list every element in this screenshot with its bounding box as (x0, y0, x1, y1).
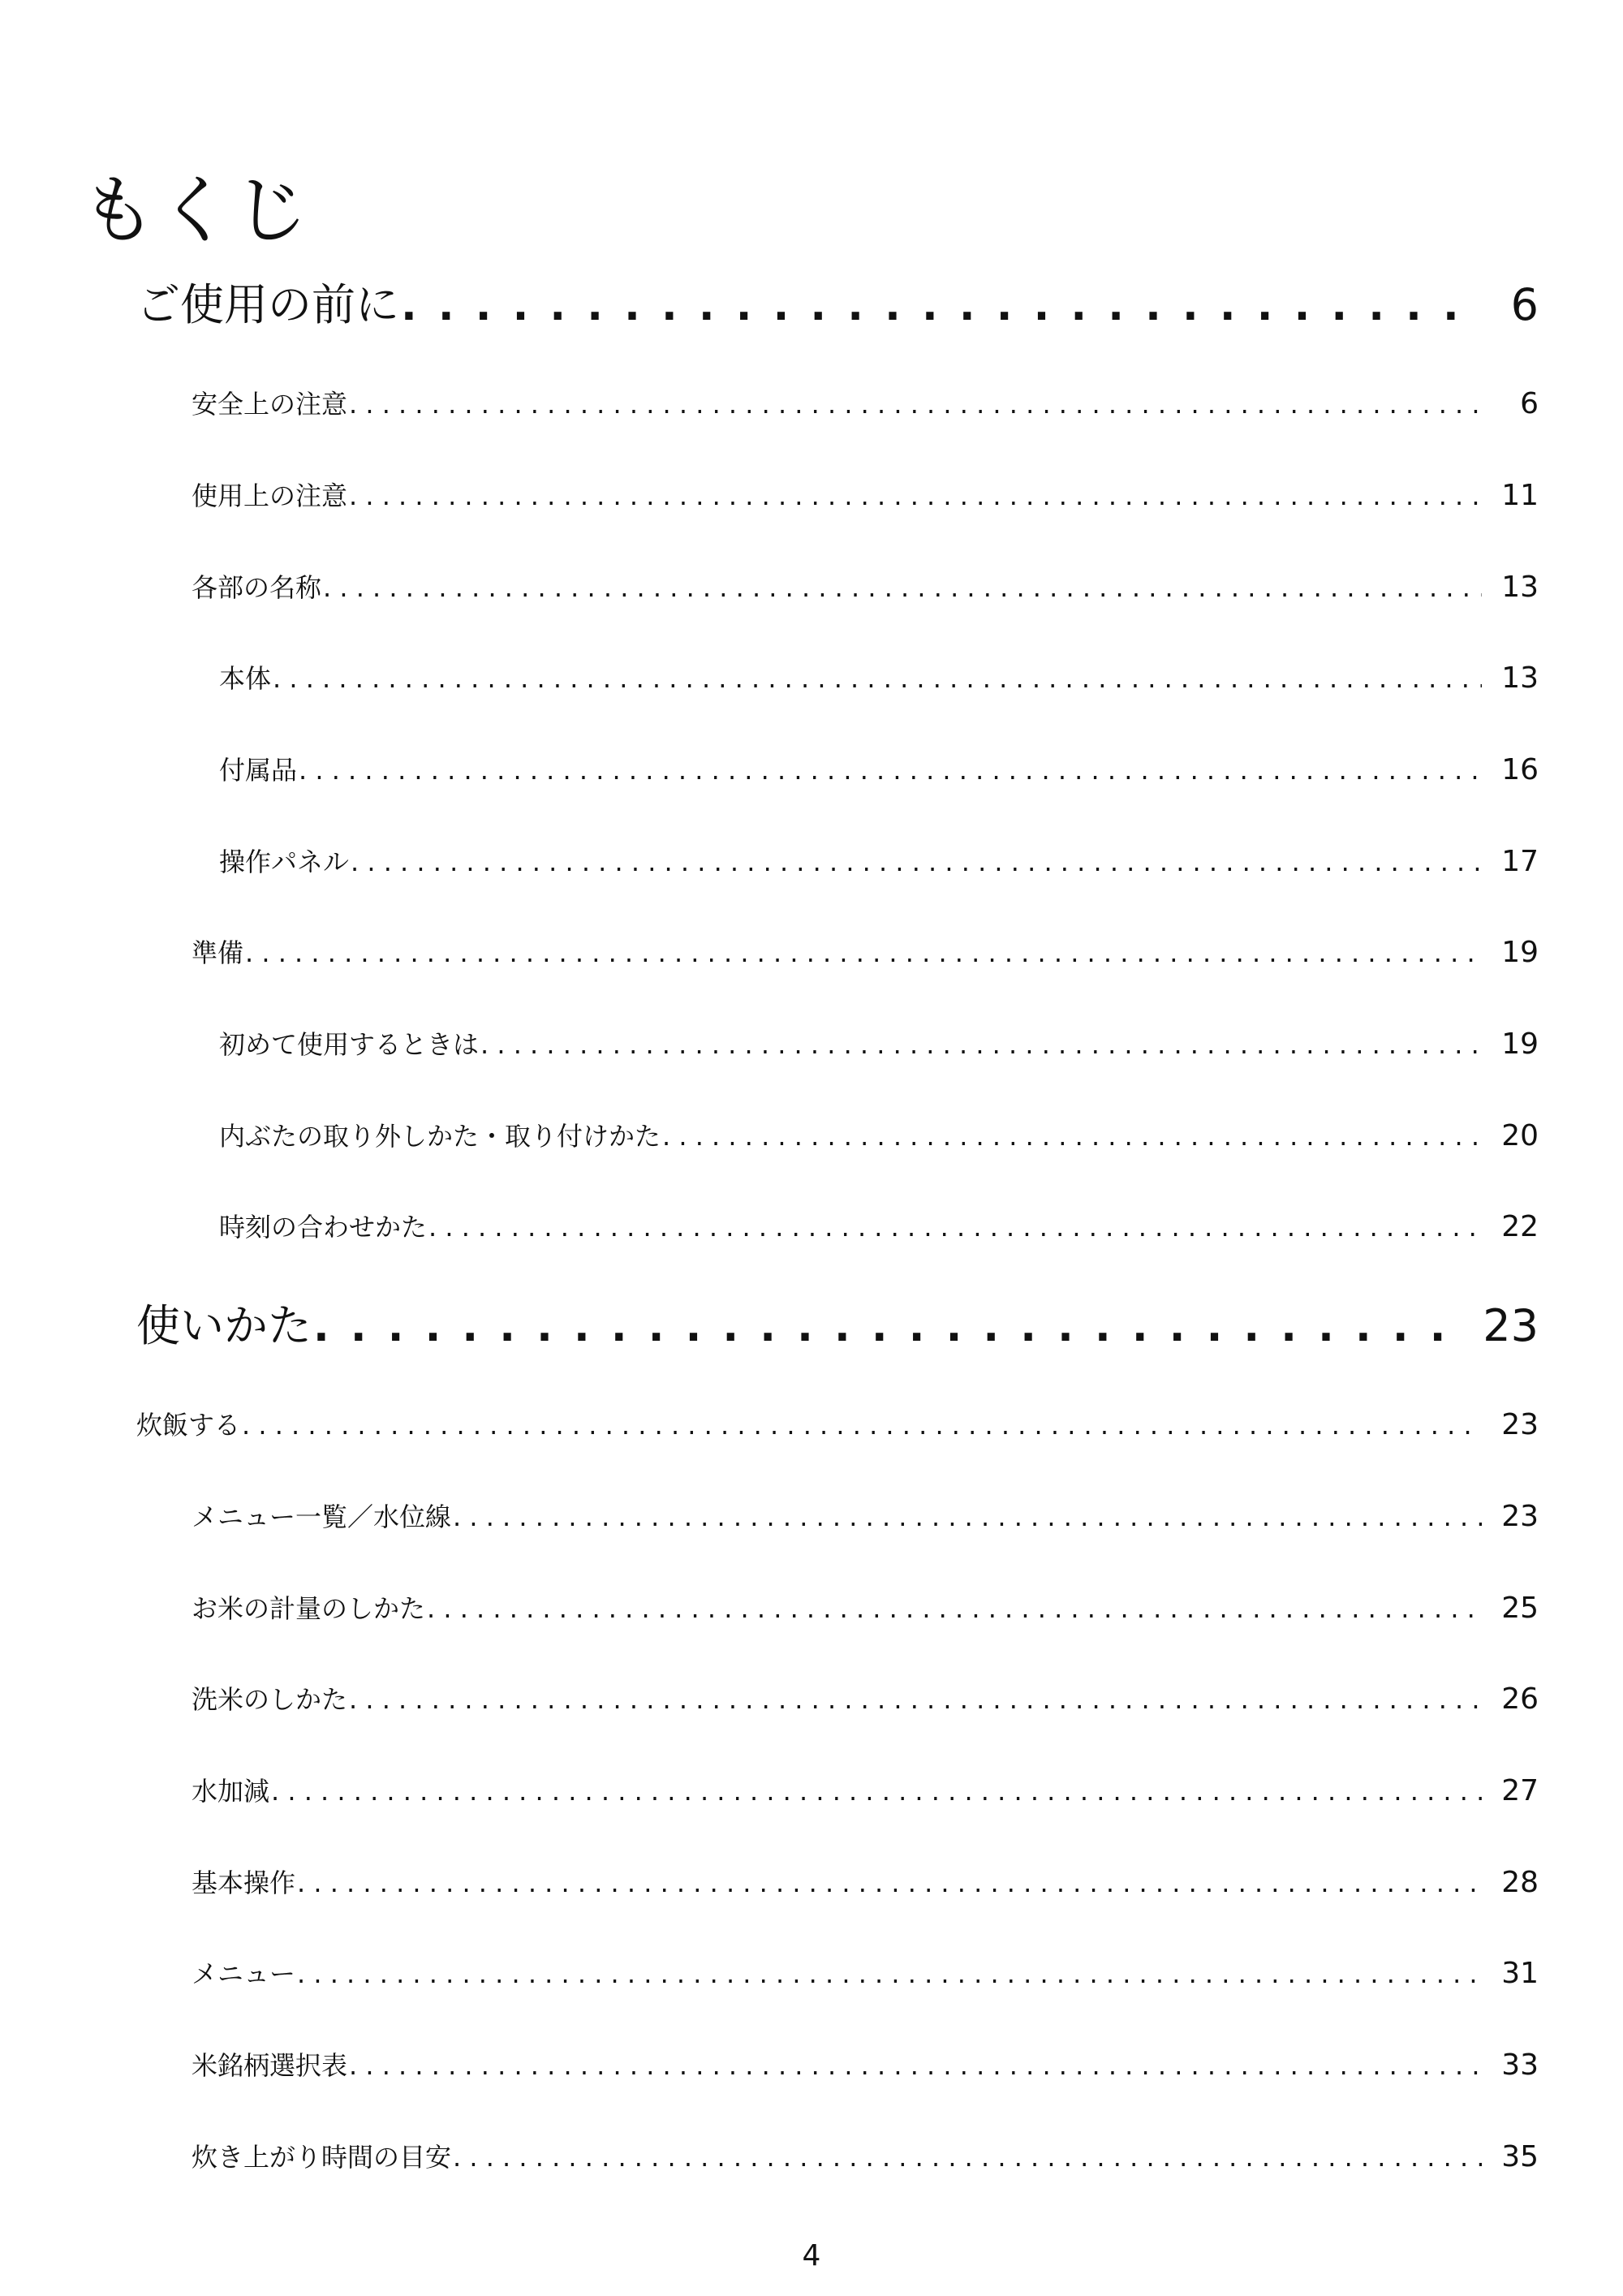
toc-page-number: 28 (1501, 1866, 1539, 1899)
dot-leader (297, 1859, 1482, 1907)
toc-entry-rice-brand-table[interactable] (192, 2041, 1539, 2090)
toc-entry-label: 安全上の注意 (192, 389, 348, 420)
toc-section-title: ご使用の前に (136, 279, 399, 330)
toc-section-title: 使いかた (136, 1300, 312, 1351)
toc-page-number: 6 (1510, 279, 1539, 330)
dot-leader (453, 1493, 1482, 1541)
toc-page-number: 13 (1501, 661, 1539, 695)
toc-entry-water-adjustment[interactable] (192, 1767, 1539, 1816)
toc-entry-label: 炊飯する (136, 1410, 241, 1441)
dot-leader (427, 1584, 1482, 1633)
dot-leader (299, 746, 1482, 795)
dot-leader (351, 838, 1482, 886)
dot-leader (297, 1949, 1482, 1998)
toc-page-number: 13 (1501, 571, 1539, 604)
toc-entry-main-body[interactable] (219, 654, 1539, 703)
toc-entry-accessories[interactable] (219, 746, 1539, 795)
toc-page-number: 23 (1501, 1408, 1539, 1441)
dot-leader (349, 380, 1482, 429)
toc-section-how-to-use[interactable] (136, 1294, 1539, 1359)
toc-page-number: 20 (1501, 1119, 1539, 1152)
toc-entry-label: 初めて使用するときは (219, 1029, 480, 1060)
dot-leader (273, 654, 1482, 703)
page-title: もくじ (81, 167, 311, 254)
toc-page-number: 35 (1501, 2140, 1539, 2173)
dot-leader (480, 1020, 1482, 1069)
toc-entry-label: 水加減 (192, 1776, 270, 1807)
dot-leader (349, 1675, 1482, 1724)
toc-entry-label: 洗米のしかた (192, 1684, 348, 1715)
toc-entry-part-names[interactable] (192, 563, 1539, 612)
toc-entry-preparation[interactable] (192, 928, 1539, 977)
dot-leader (313, 1294, 1466, 1359)
toc-entry-label: 炊き上がり時間の目安 (192, 2142, 452, 2173)
toc-entry-control-panel[interactable] (219, 838, 1539, 886)
dot-leader (401, 274, 1466, 338)
toc-page-number: 22 (1501, 1210, 1539, 1243)
toc-entry-washing-rice[interactable] (192, 1675, 1539, 1724)
dot-leader (242, 1401, 1482, 1450)
page-number: 4 (802, 2239, 821, 2272)
toc-page-number: 23 (1483, 1300, 1539, 1351)
toc-entry-label: お米の計量のしかた (192, 1593, 426, 1624)
toc-page-number: 17 (1501, 845, 1539, 878)
toc-entry-label: 本体 (219, 663, 272, 694)
toc-entry-clock-setting[interactable] (219, 1203, 1539, 1251)
toc-entry-usage-precautions[interactable] (192, 472, 1539, 520)
dot-leader (271, 1767, 1482, 1816)
toc-entry-menu[interactable] (192, 1949, 1539, 1998)
toc-page-number: 6 (1520, 387, 1539, 420)
toc-section-before-use[interactable] (136, 273, 1539, 338)
toc-page-number: 23 (1501, 1500, 1539, 1533)
toc-entry-label: メニュー (192, 1958, 296, 1989)
toc-page-number: 25 (1501, 1592, 1539, 1625)
dot-leader (349, 472, 1482, 520)
toc-entry-inner-lid[interactable] (219, 1112, 1539, 1161)
toc-entry-label: 米銘柄選択表 (192, 2050, 348, 2081)
toc-page-number: 27 (1501, 1774, 1539, 1807)
dot-leader (428, 1203, 1482, 1251)
toc-page-number: 19 (1501, 1027, 1539, 1061)
toc-page-number: 31 (1501, 1957, 1539, 1990)
dot-leader (349, 2041, 1482, 2090)
toc-entry-measuring-rice[interactable] (192, 1584, 1539, 1633)
toc-page-number: 33 (1501, 2048, 1539, 2082)
toc-entry-label: 付属品 (219, 755, 298, 786)
toc-entry-label: 操作パネル (219, 846, 350, 877)
toc-entry-label: 時刻の合わせかた (219, 1212, 428, 1243)
toc-entry-label: 使用上の注意 (192, 480, 348, 511)
dot-leader (323, 563, 1482, 612)
toc-entry-menu-list-water-line[interactable] (192, 1493, 1539, 1541)
toc-entry-label: 各部の名称 (192, 572, 322, 603)
toc-entry-label: 準備 (192, 937, 244, 968)
toc-entry-basic-operation[interactable] (192, 1859, 1539, 1907)
toc-entry-label: 基本操作 (192, 1867, 296, 1898)
toc-entry-label: 内ぶたの取り外しかた・取り付けかた (219, 1121, 661, 1152)
dot-leader (662, 1112, 1482, 1161)
dot-leader (245, 928, 1482, 977)
dot-leader (453, 2133, 1482, 2182)
toc-entry-label: メニュー一覧／水位線 (192, 1501, 452, 1532)
toc-page-number: 11 (1501, 479, 1539, 512)
toc-entry-first-use[interactable] (219, 1020, 1539, 1069)
toc-entry-safety-precautions[interactable] (192, 380, 1539, 429)
toc-page-number: 16 (1501, 753, 1539, 786)
toc-entry-cooking-rice[interactable] (136, 1401, 1539, 1450)
toc-page-number: 26 (1501, 1682, 1539, 1716)
toc-page-number: 19 (1501, 936, 1539, 969)
toc-entry-cooking-time-guide[interactable] (192, 2133, 1539, 2182)
